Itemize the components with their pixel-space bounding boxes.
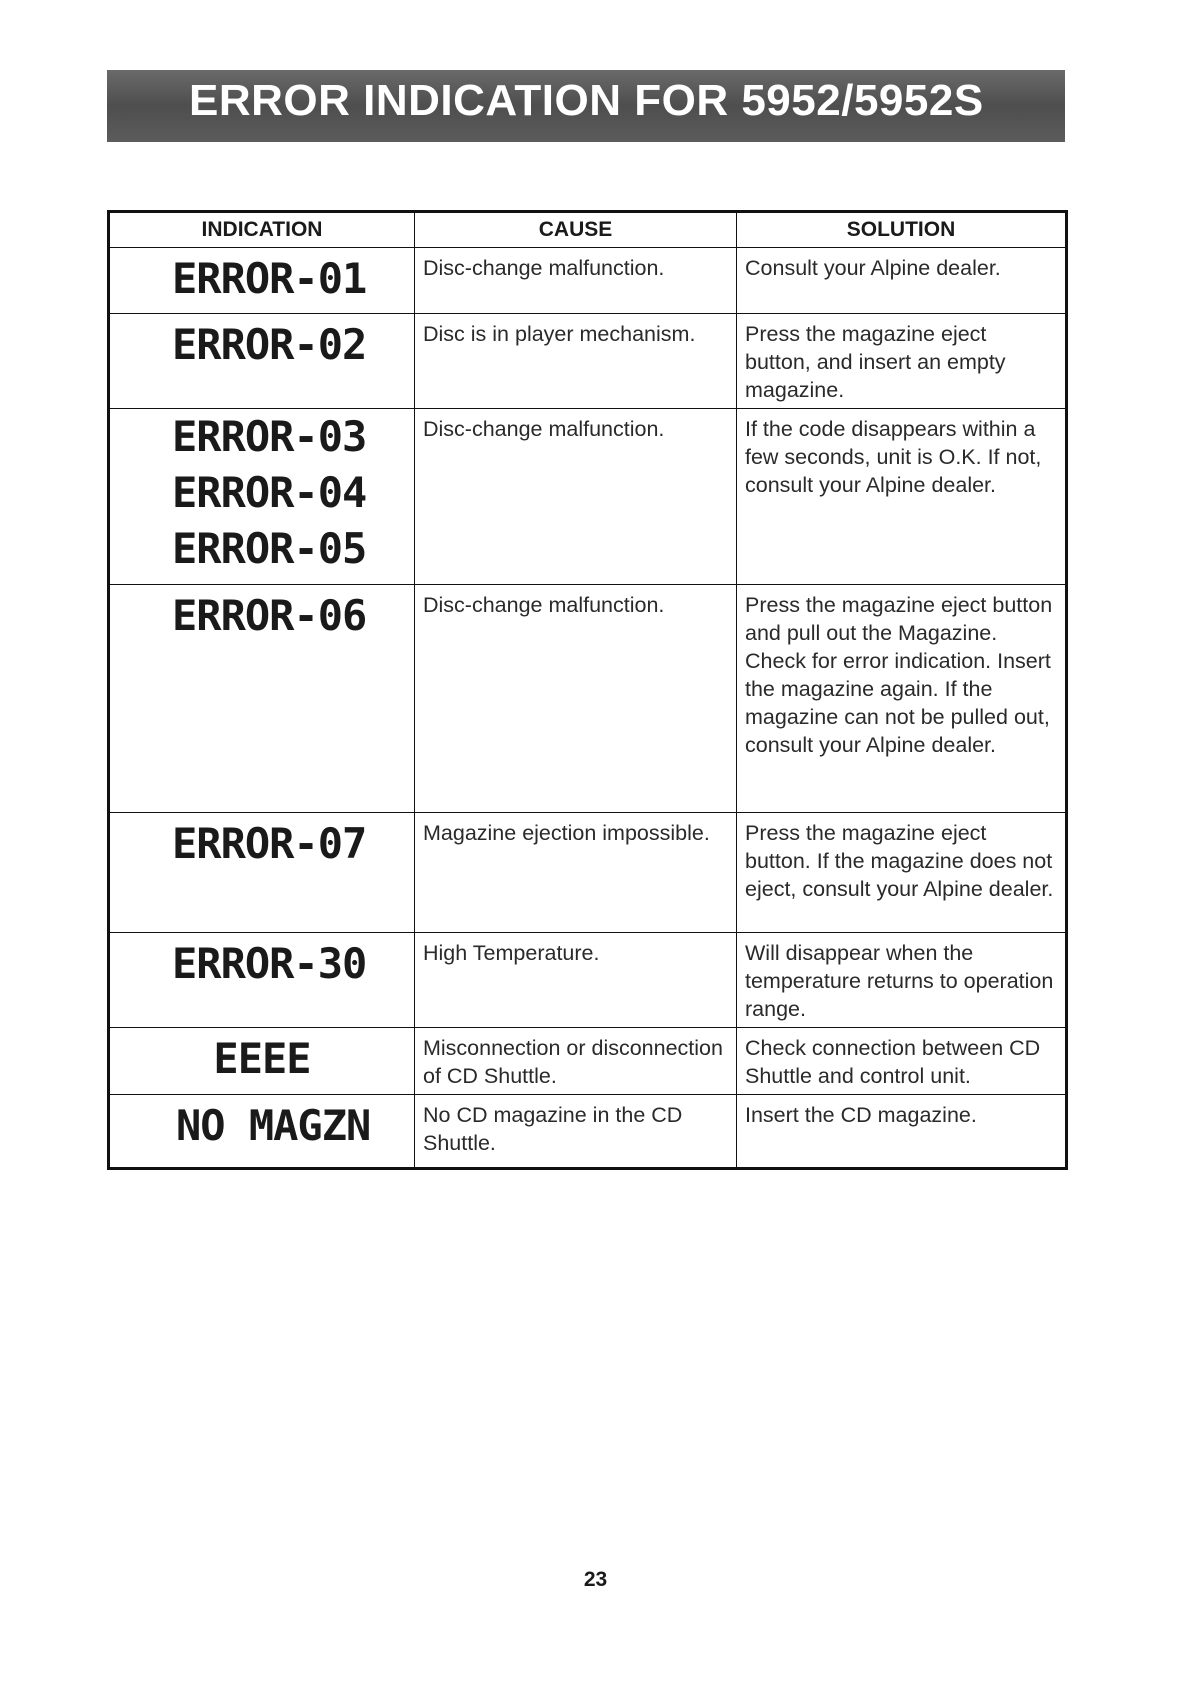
error-code: EEEE	[213, 1034, 311, 1083]
solution-cell: Check connection between CD Shuttle and control unit.	[737, 1028, 1067, 1095]
error-table	[107, 210, 1068, 1170]
cause-cell: Disc-change malfunction.	[415, 585, 737, 813]
table-row	[109, 314, 1067, 409]
solution-cell: Will disappear when the temperature returns to operation range.	[737, 933, 1067, 1028]
indication-cell	[109, 813, 415, 933]
cause-cell: High Temperature.	[415, 933, 737, 1028]
indication-cell	[109, 933, 415, 1028]
indication-cell	[109, 1095, 415, 1169]
header-cause: CAUSE	[415, 212, 737, 248]
solution-cell: Press the magazine eject button, and insert an empty magazine.	[737, 314, 1067, 409]
indication-cell	[109, 314, 415, 409]
solution-cell: Consult your Alpine dealer.	[737, 248, 1067, 314]
solution-cell: Press the magazine eject button and pull out the Magazine. Check for error indication. Insert the magazine again. If the magazine can not be pulled out, consult your Alpine dealer.	[737, 585, 1067, 813]
solution-cell: If the code disappears within a few seconds, unit is O.K. If not, consult your Alpine dealer.	[737, 409, 1067, 585]
table-row	[109, 1028, 1067, 1095]
header-solution: SOLUTION	[737, 212, 1067, 248]
error-code: ERROR-07	[172, 819, 367, 868]
cause-cell: Magazine ejection impossible.	[415, 813, 737, 933]
error-code: NO MAGZN	[176, 1101, 371, 1150]
indication-cell	[109, 585, 415, 813]
table-row	[109, 933, 1067, 1028]
cause-cell: Disc is in player mechanism.	[415, 314, 737, 409]
error-code: ERROR-05	[172, 524, 367, 573]
indication-cell	[109, 1028, 415, 1095]
page-number: 23	[583, 1568, 608, 1591]
cause-cell: No CD magazine in the CD Shuttle.	[415, 1095, 737, 1169]
error-code: ERROR-01	[172, 254, 367, 303]
table-header-row	[109, 212, 1067, 248]
error-code: ERROR-30	[172, 939, 367, 988]
cause-cell: Disc-change malfunction.	[415, 248, 737, 314]
header-indication: INDICATION	[109, 212, 415, 248]
table-row	[109, 813, 1067, 933]
solution-cell: Press the magazine eject button. If the magazine does not eject, consult your Alpine dealer.	[737, 813, 1067, 933]
table-row	[109, 409, 1067, 585]
error-code: ERROR-06	[172, 591, 367, 640]
indication-cell	[109, 248, 415, 314]
page-title: ERROR INDICATION FOR 5952/5952S	[189, 76, 984, 125]
cause-cell: Misconnection or disconnection of CD Shuttle.	[415, 1028, 737, 1095]
error-code: ERROR-03	[172, 412, 367, 461]
error-code: ERROR-04	[172, 468, 367, 517]
title-banner	[107, 70, 1065, 142]
table-row	[109, 585, 1067, 813]
error-code: ERROR-02	[172, 320, 367, 369]
indication-cell	[109, 409, 415, 585]
table-row	[109, 1095, 1067, 1169]
table-row	[109, 248, 1067, 314]
cause-cell: Disc-change malfunction.	[415, 409, 737, 585]
solution-cell: Insert the CD magazine.	[737, 1095, 1067, 1169]
